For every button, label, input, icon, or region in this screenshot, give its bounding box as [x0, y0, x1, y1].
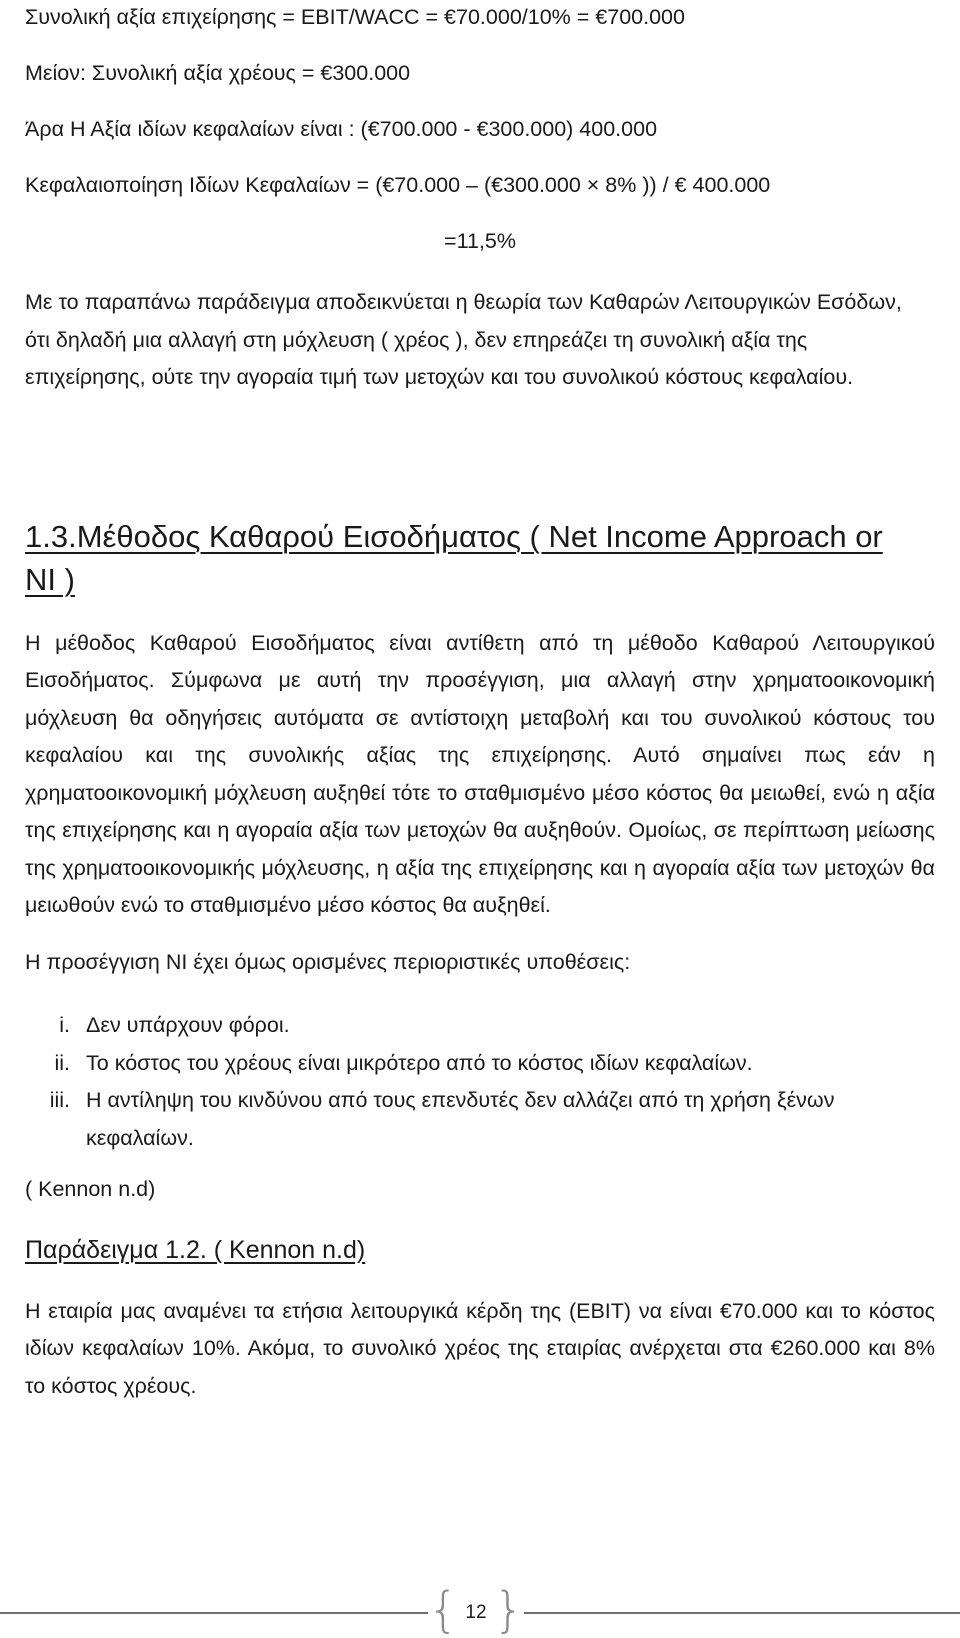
list-item	[25, 1007, 935, 1045]
section-heading: 1.3.Μέθοδος Καθαρού Εισοδήματος ( Net Income Approach or NI )	[25, 518, 883, 597]
citation: ( Kennon n.d)	[25, 1177, 156, 1201]
list-item-text: Το κόστος του χρέους είναι μικρότερο από το κόστος ιδίων κεφαλαίων.	[86, 1050, 753, 1075]
page-number-box	[428, 1582, 524, 1638]
list-item-number: iii.	[49, 1088, 70, 1112]
calc-line-equity-value: Άρα Η Αξία ιδίων κεφαλαίων είναι : (€700.000 - €300.000) 400.000	[25, 117, 658, 141]
example-paragraph: Η εταιρία μας αναμένει τα ετήσια λειτουργικά κέρδη της (EBIT) να είναι €70.000 και το κόστος ιδίων κεφαλαίων 10%. Ακόμα, το συνολικό χρέος της εταιρίας ανέρχεται στα €260.000 και 8% το κόστος χρέους.	[25, 1298, 935, 1398]
calc-line-total-value: Συνολική αξία επιχείρησης = EBIT/WACC = €70.000/10% = €700.000	[25, 5, 685, 29]
page-number: 12	[465, 1602, 487, 1623]
list-item-number: ii.	[54, 1050, 70, 1075]
list-item	[25, 1045, 935, 1083]
conclusion-paragraph: Με το παραπάνω παράδειγμα αποδεικνύεται η θεωρία των Καθαρών Λειτουργικών Εσόδων, ότι δηλαδή μια αλλαγή στη μόχλευση ( χρέος ), δεν επηρεάζει τη συνολική αξία της επιχείρησης, ούτε την αγοραία τιμή των μετοχών και του συνολικού κόστους κεφαλαίου.	[25, 290, 902, 389]
calc-result: =11,5%	[444, 229, 516, 253]
page-footer	[0, 1582, 960, 1638]
left-brace-icon: {	[428, 1582, 459, 1638]
right-brace-icon: }	[493, 1582, 524, 1638]
list-item-text: Η αντίληψη του κινδύνου από τους επενδυτές δεν αλλάζει από τη χρήση ξένων κεφαλαίων.	[86, 1088, 835, 1150]
example-heading: Παράδειγμα 1.2. ( Kennon n.d)	[25, 1235, 366, 1264]
assumptions-intro: Η προσέγγιση NI έχει όμως ορισμένες περιοριστικές υποθέσεις:	[25, 949, 631, 974]
list-item-text: Δεν υπάρχουν φόροι.	[86, 1013, 290, 1037]
assumptions-list	[25, 1007, 935, 1157]
calc-line-cost-of-equity: Κεφαλαιοποίηση Ιδίων Κεφαλαίων = (€70.000 – (€300.000 × 8% )) / € 400.000	[25, 173, 771, 197]
section-paragraph: Η μέθοδος Καθαρού Εισοδήματος είναι αντίθετη από τη μέθοδο Καθαρού Λειτουργικού Εισοδήματος. Σύμφωνα με αυτή την προσέγγιση, μια αλλαγή στην χρηματοοικονομική μόχλευση θα οδηγήσεις αυτόματα σε αντίστοιχη μεταβολή και του συνολικού κόστους του κεφαλαίου και της συνολικής αξίας της επιχείρησης. Αυτό σημαίνει πως εάν η χρηματοοικονομική μόχλευση αυξηθεί τότε το σταθμισμένο μέσο κόστος θα μειωθεί, ενώ η αξία της επιχείρησης και η αγοραία αξία των μετοχών θα αυξηθούν. Ομοίως, σε περίπτωση μείωσης της χρηματοοικονομικής μόχλευσης, η αξία της επιχείρησης και η αγοραία αξία των μετοχών θα μειωθούν ενώ το σταθμισμένο μέσο κόστος θα αυξηθεί.	[25, 630, 935, 917]
list-item	[25, 1082, 935, 1157]
calculation-block	[25, 0, 935, 280]
document-page	[25, 0, 935, 1405]
list-item-number: i.	[59, 1013, 70, 1037]
calc-line-debt: Μείον: Συνολική αξία χρέους = €300.000	[25, 61, 411, 85]
